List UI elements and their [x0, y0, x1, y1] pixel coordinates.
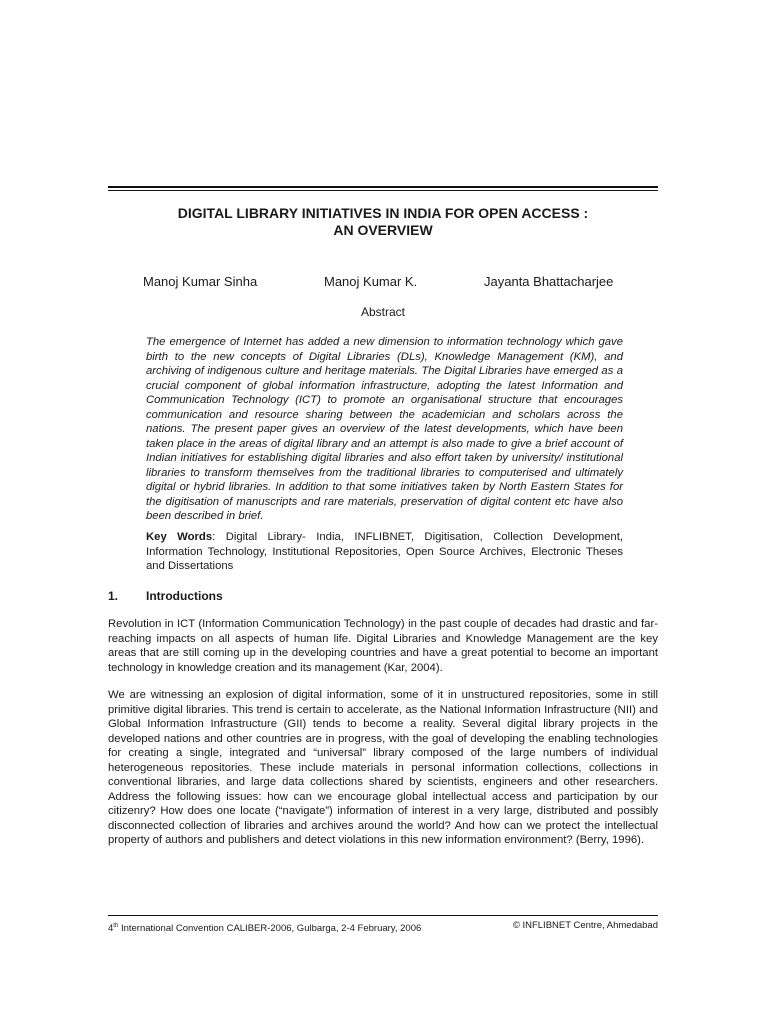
footer-conference — [108, 920, 421, 935]
abstract-text: The emergence of Internet has added a new dimension to information technology which gave birth to the new concepts of Digital Libraries (DLs), Knowledge Management (KM), and archiving of indigenous culture and heritage materials. The Digital Libraries have emerged as a crucial component of global information infrastructure, adopting the latest Information and Communication Technology (ICT) to promote an organisational structure that encourages communication and resource sharing between the academician and scholars across the nations. The present paper gives an overview of the latest developments, which have been taken place in the areas of digital library and an attempt is also made to give a brief account of Indian initiatives for establishing digital libraries and also effort taken by university/ institutional libraries to transform themselves from the traditional libraries to computerised and ultimately digital or hybrid libraries. In addition to that some initiatives taken by North Eastern States for the digitisation of manuscripts and rare materials, preservation of digital content etc have also been described in brief. — [146, 336, 623, 522]
title-line-2: AN OVERVIEW — [333, 222, 433, 238]
header-rule-thin — [108, 190, 658, 191]
footer-ordinal-number: 4 — [108, 923, 114, 935]
author-1: Manoj Kumar Sinha — [143, 274, 258, 289]
author-2: Manoj Kumar K. — [324, 274, 418, 289]
footer-rule — [108, 915, 658, 916]
section-number: 1. — [108, 589, 119, 603]
footer-copyright: © INFLIBNET Centre, Ahmedabad — [512, 920, 658, 931]
footer-ordinal-suffix: th — [113, 923, 119, 929]
keywords-text: : Digital Library- India, INFLIBNET, Digitisation, Collection Development, Information Technology, Institutional Repositories, Open Source Archives, Electronic Theses and Dissertations — [146, 531, 623, 572]
author-3: Jayanta Bhattacharjee — [484, 274, 614, 289]
title-line-1: DIGITAL LIBRARY INITIATIVES IN INDIA FOR OPEN ACCESS : — [177, 205, 589, 221]
header-rule-thick — [108, 186, 658, 188]
keywords-label: Key Words — [146, 531, 213, 543]
footer-conference-text: International Convention CALIBER-2006, Gulbarga, 2-4 February, 2006 — [118, 923, 422, 935]
keywords — [146, 530, 623, 574]
section-title: Introductions — [146, 589, 223, 603]
paragraph-2: We are witnessing an explosion of digital information, some of it in unstructured repositories, some in still primitive digital libraries. This trend is certain to accelerate, as the National Information Infrastructure (NII) and Global Information Infrastructure (GII) tends to become a reality. Several digital library projects in the developed nations and other countries are in progress, with the goal of developing the enabling technologies for creating a single, integrated and “universal” library composed of the large numbers of individual heterogeneous repositories. These include materials in personal information collections, collections in conventional libraries, and large data collections shared by scientists, engineers and other researchers. Address the following issues: how can we encourage global intellectual access and participation by our citizenry? How does one locate (“navigate”) information of interest in a very large, distributed and possibly disconnected collection of libraries and archives around the world? And how can we protect the intellectual property of authors and publishers and detect violations in this new information environment? (Berry, 1996). — [108, 689, 658, 846]
paper-title — [108, 205, 658, 239]
paragraph-1: Revolution in ICT (Information Communication Technology) in the past couple of decades had drastic and far-reaching impacts on all aspects of human life. Digital Libraries and Knowledge Management are the key areas that are still coming up in the developing countries and have a great potential to become an important technology in knowledge creation and its management (Kar, 2004). — [108, 618, 658, 674]
abstract-heading: Abstract — [360, 305, 405, 319]
